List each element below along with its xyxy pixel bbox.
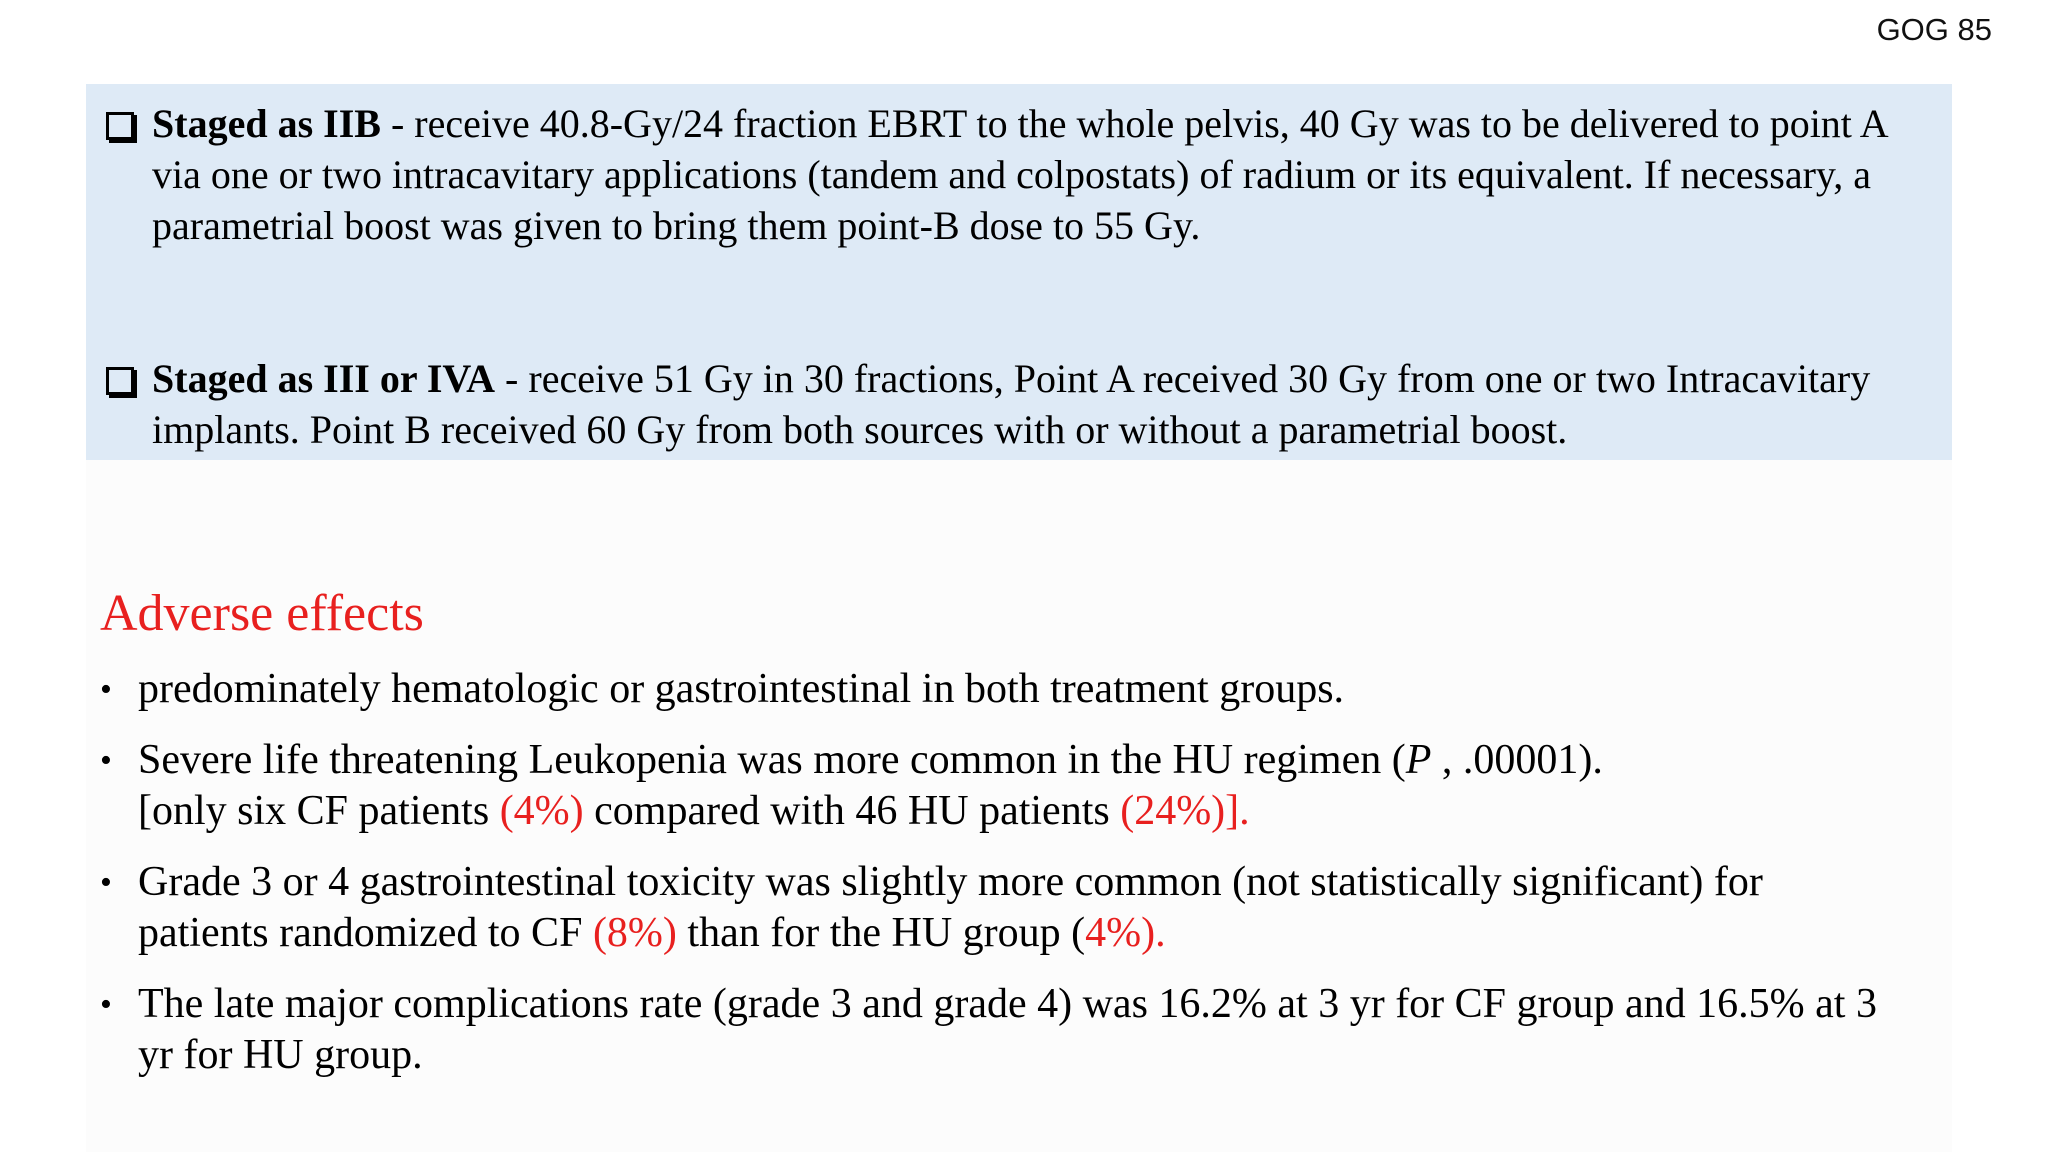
list-item: [100, 735, 1900, 837]
adverse-effects-list: [100, 664, 1900, 1101]
list-item: [100, 664, 1900, 715]
staging-text: receive 51 Gy in 30 fractions, Point A received 30 Gy from one or two Intracavitary implants. Point B received 60 Gy from both sources with or without a parametrial boost.: [152, 356, 1871, 452]
staging-item-iii-iva: [104, 353, 1912, 455]
bullet-text: Severe life threatening Leukopenia was more common in the HU regimen (: [138, 737, 1406, 783]
bullet-icon: •: [100, 864, 112, 901]
p-value-symbol: P: [1405, 737, 1432, 783]
list-item: [100, 979, 1900, 1081]
bullet-icon: •: [100, 742, 112, 779]
staging-item-iib: [104, 98, 1912, 251]
staging-label: Staged as III or IVA: [152, 356, 496, 401]
staging-separator: -: [495, 356, 529, 401]
list-item: [100, 857, 1900, 959]
cf-percentage: (8%): [592, 910, 677, 956]
bullet-text: predominately hematologic or gastrointestinal in both treatment groups.: [138, 666, 1345, 712]
hu-percentage: 4%).: [1085, 910, 1166, 956]
hu-percentage: (24%)].: [1120, 788, 1250, 834]
staging-label: Staged as IIB: [152, 101, 381, 146]
staging-box: [86, 84, 1952, 460]
staging-separator: -: [380, 101, 415, 146]
bullet-text: than for the HU group (: [676, 910, 1086, 956]
p-value: , .00001).: [1431, 737, 1603, 783]
bullet-text: The late major complications rate (grade 3 and grade 4) was 16.2% at 3 yr for CF group and 16.5% at 3 yr for HU group.: [138, 981, 1877, 1078]
slide-tag: GOG 85: [1876, 12, 1992, 47]
bullet-text: Grade 3 or 4 gastrointestinal toxicity was slightly more common (not statistically significant) for patients randomized to CF: [138, 859, 1763, 956]
checkbox-bullet-icon: [106, 367, 134, 395]
bullet-icon: •: [100, 671, 112, 708]
staging-text: receive 40.8-Gy/24 fraction EBRT to the whole pelvis, 40 Gy was to be delivered to point A via one or two intracavitary applications (tandem and colpostats) of radium or its equivalent. If necessary, a parametrial boost was given to bring them point-B dose to 55 Gy.: [152, 101, 1887, 248]
bullet-text: [only six CF patients: [138, 788, 500, 834]
bullet-text: compared with 46 HU patients: [583, 788, 1121, 834]
bullet-icon: •: [100, 986, 112, 1023]
adverse-effects-heading: Adverse effects: [100, 585, 424, 642]
checkbox-bullet-icon: [106, 112, 134, 140]
cf-percentage: (4%): [499, 788, 584, 834]
